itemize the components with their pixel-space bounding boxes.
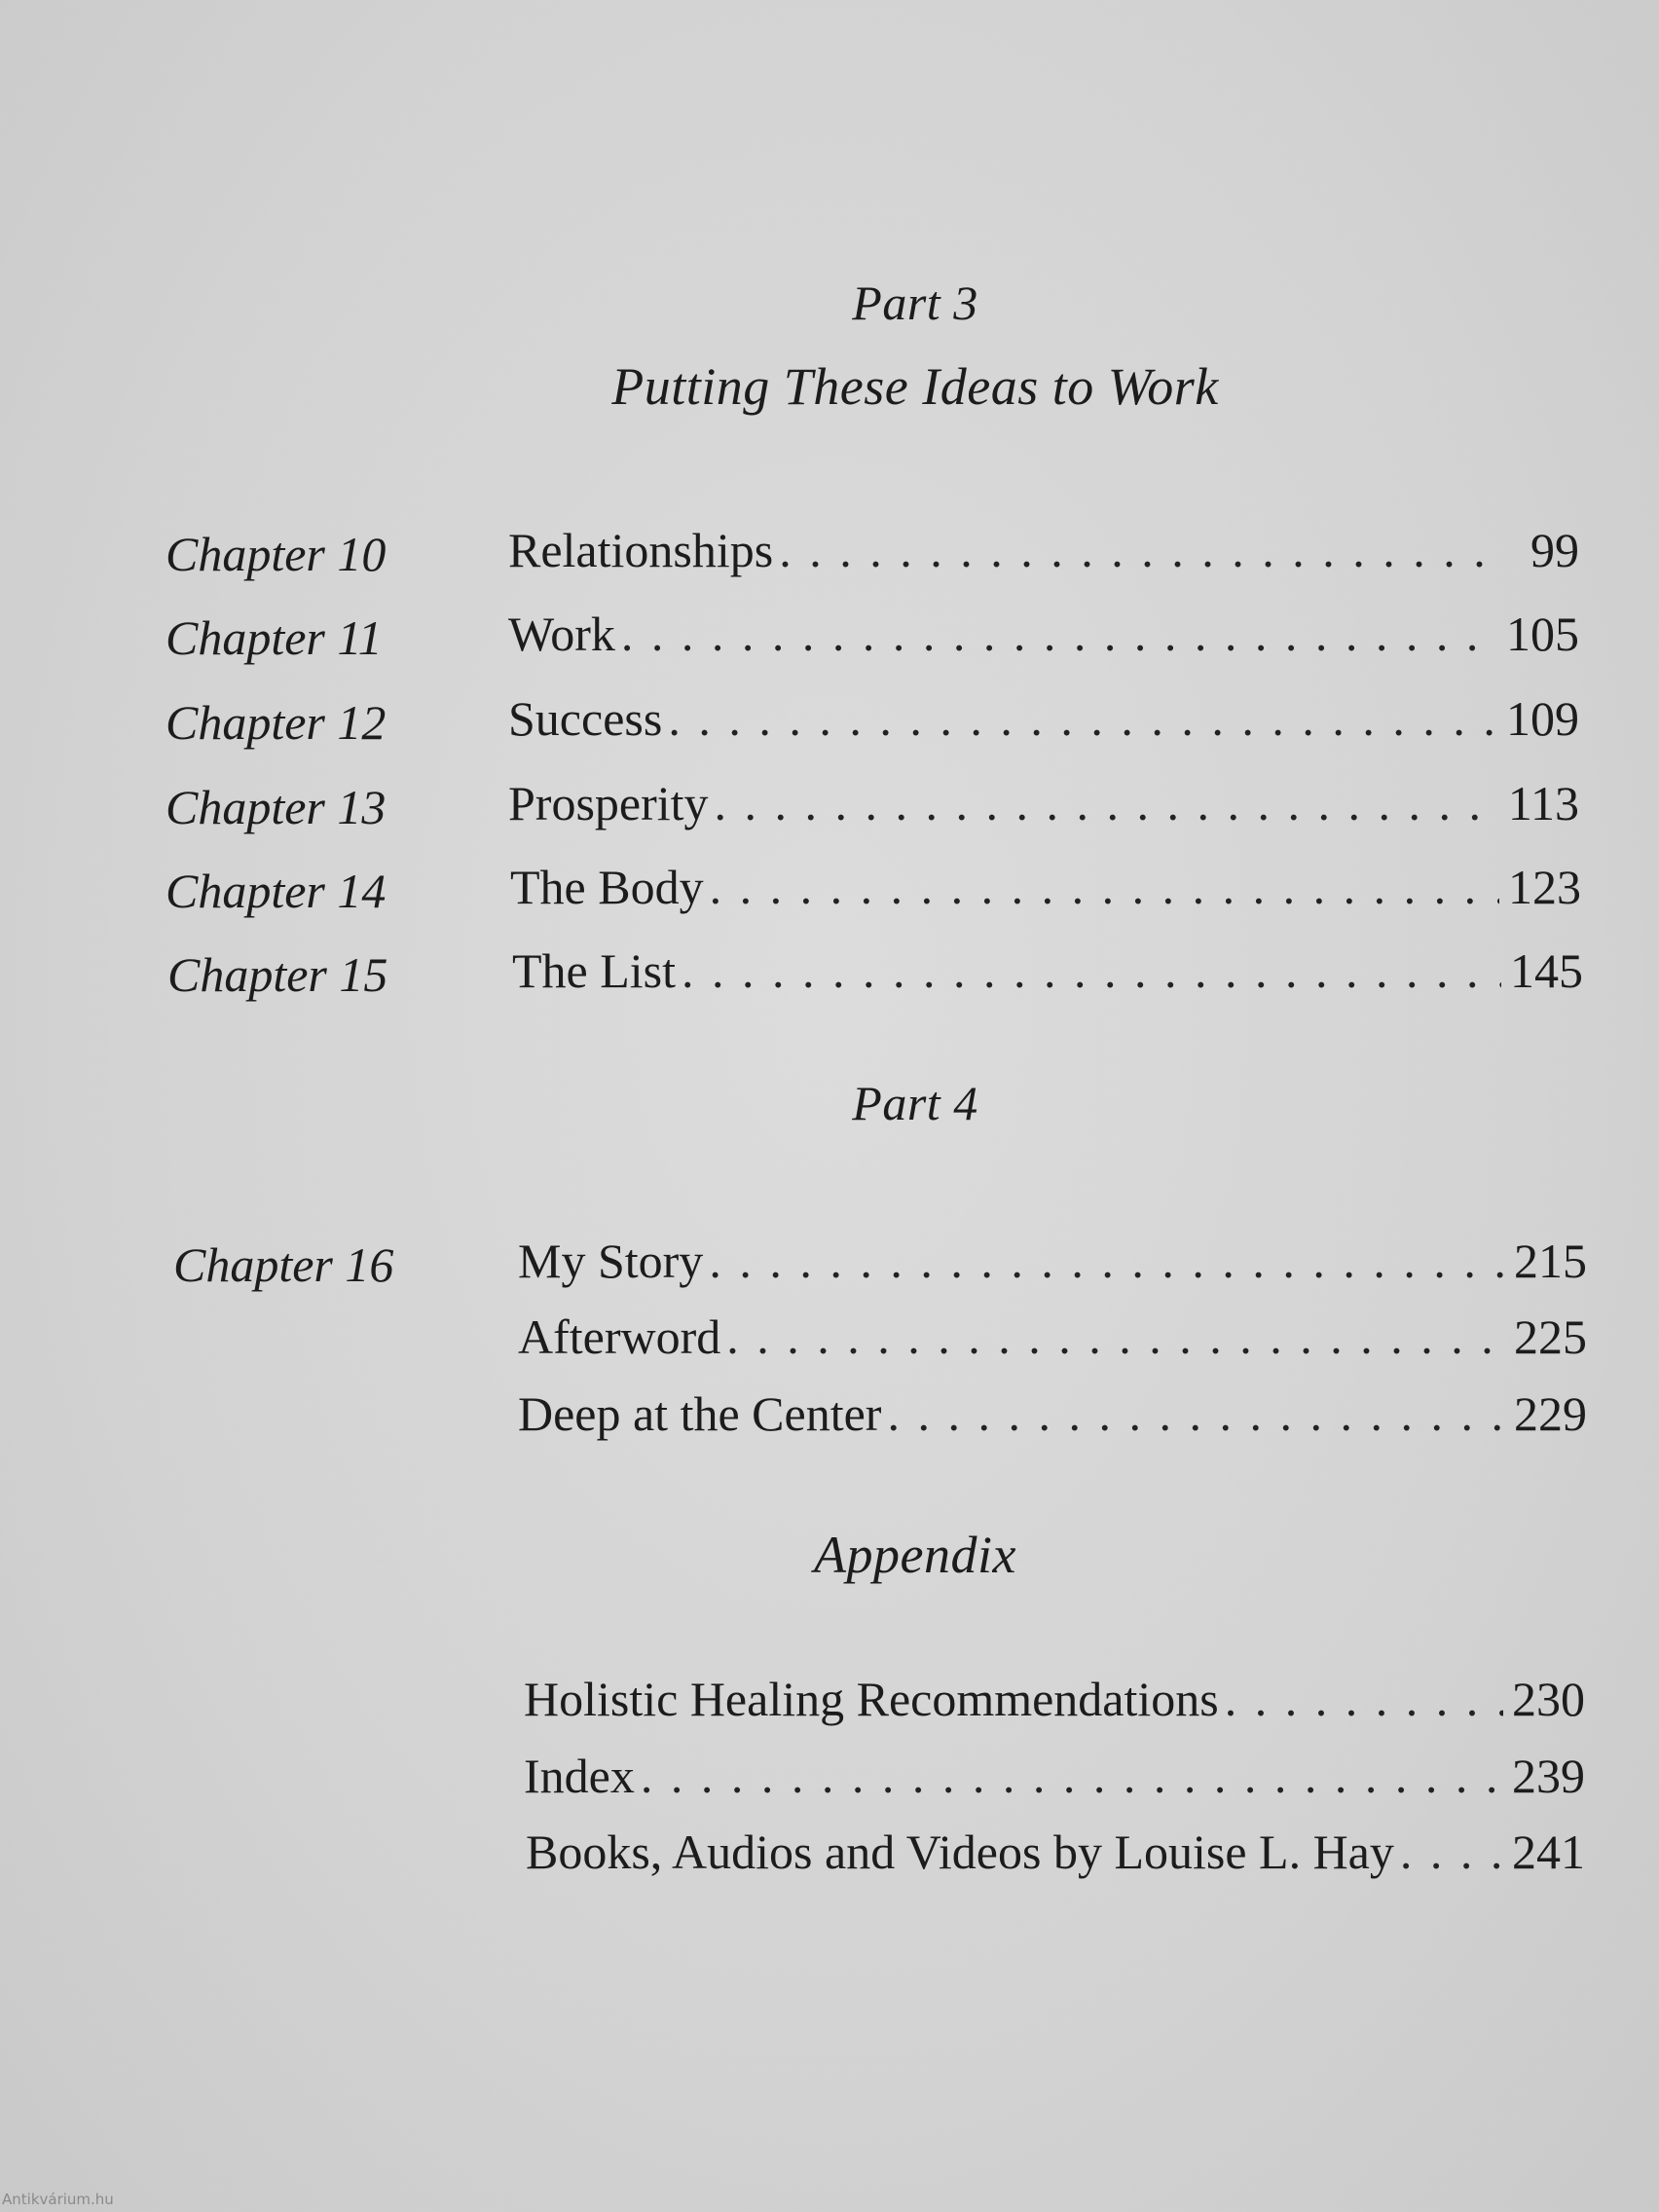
page-number: 123 [1508, 860, 1581, 914]
dot-leader [1400, 1824, 1503, 1880]
chapter-label: Chapter 11 [166, 610, 383, 665]
toc-entry-chapter-12[interactable] [0, 690, 1659, 758]
toc-entry-chapter-11[interactable] [0, 606, 1659, 674]
toc-entry-books-audios-videos[interactable] [0, 1824, 1659, 1892]
toc-entry-chapter-14[interactable] [0, 859, 1659, 927]
toc-line [518, 1309, 1587, 1365]
page-number: 105 [1506, 607, 1579, 661]
chapter-title: The Body [510, 860, 704, 914]
dot-leader [887, 1385, 1505, 1442]
page-number: 241 [1512, 1825, 1585, 1879]
chapter-title: Deep at the Center [518, 1386, 882, 1441]
toc-entry-deep-at-the-center[interactable] [0, 1385, 1659, 1454]
toc-line [508, 522, 1579, 578]
page-number: 229 [1514, 1386, 1587, 1441]
toc-entry-chapter-10[interactable] [0, 522, 1659, 590]
chapter-title: My Story [518, 1234, 704, 1288]
watermark: Antikvárium.hu [2, 2191, 114, 2208]
appendix-heading: Appendix [814, 1526, 1016, 1584]
toc-entry-holistic-healing[interactable] [0, 1671, 1659, 1739]
dot-leader [641, 1748, 1503, 1804]
page-number: 145 [1510, 943, 1583, 998]
page-number: 215 [1514, 1234, 1587, 1288]
page-number: 230 [1512, 1672, 1585, 1726]
toc-line [512, 942, 1583, 999]
chapter-label: Chapter 16 [173, 1237, 394, 1292]
appendix-title: Holistic Healing Recommendations [524, 1672, 1219, 1726]
dot-leader [779, 522, 1497, 578]
page-number: 225 [1514, 1309, 1587, 1364]
dot-leader [726, 1309, 1505, 1365]
chapter-title: Prosperity [508, 776, 709, 830]
toc-entry-chapter-15[interactable] [0, 942, 1659, 1011]
dot-leader [668, 690, 1497, 747]
appendix-title: Index [524, 1749, 635, 1803]
dot-leader [1225, 1671, 1503, 1727]
chapter-title: Afterword [518, 1309, 721, 1364]
toc-entry-chapter-13[interactable] [0, 775, 1659, 843]
chapter-label: Chapter 13 [166, 780, 387, 834]
toc-entry-afterword[interactable] [0, 1309, 1659, 1377]
dot-leader [715, 775, 1497, 831]
toc-entry-chapter-16[interactable] [0, 1233, 1659, 1301]
chapter-title: The List [512, 943, 677, 998]
toc-entry-index[interactable] [0, 1748, 1659, 1816]
toc-line [508, 690, 1579, 747]
part-4-heading: Part 4 [852, 1076, 978, 1130]
dot-leader [621, 606, 1497, 662]
chapter-label: Chapter 12 [166, 695, 387, 750]
chapter-title: Success [508, 691, 663, 746]
toc-line [518, 1385, 1587, 1442]
toc-line [526, 1824, 1585, 1880]
dot-leader [710, 859, 1499, 915]
toc-line [524, 1748, 1585, 1804]
toc-line [508, 775, 1579, 831]
page-number: 109 [1506, 691, 1579, 746]
toc-line [518, 1233, 1587, 1289]
page-number: 239 [1512, 1749, 1585, 1803]
dot-leader [682, 942, 1501, 999]
toc-line [524, 1671, 1585, 1727]
dot-leader [709, 1233, 1505, 1289]
toc-line [508, 606, 1579, 662]
part-3-subtitle: Putting These Ideas to Work [611, 357, 1219, 416]
chapter-label: Chapter 14 [166, 864, 387, 918]
page-number: 99 [1530, 523, 1579, 577]
chapter-title: Relationships [508, 523, 774, 577]
page-number: 113 [1507, 776, 1579, 830]
appendix-title: Books, Audios and Videos by Louise L. Hay [526, 1825, 1394, 1879]
chapter-label: Chapter 15 [167, 947, 388, 1002]
part-3-heading: Part 3 [852, 276, 978, 330]
chapter-title: Work [508, 607, 615, 661]
chapter-label: Chapter 10 [166, 527, 387, 581]
toc-line [510, 859, 1581, 915]
